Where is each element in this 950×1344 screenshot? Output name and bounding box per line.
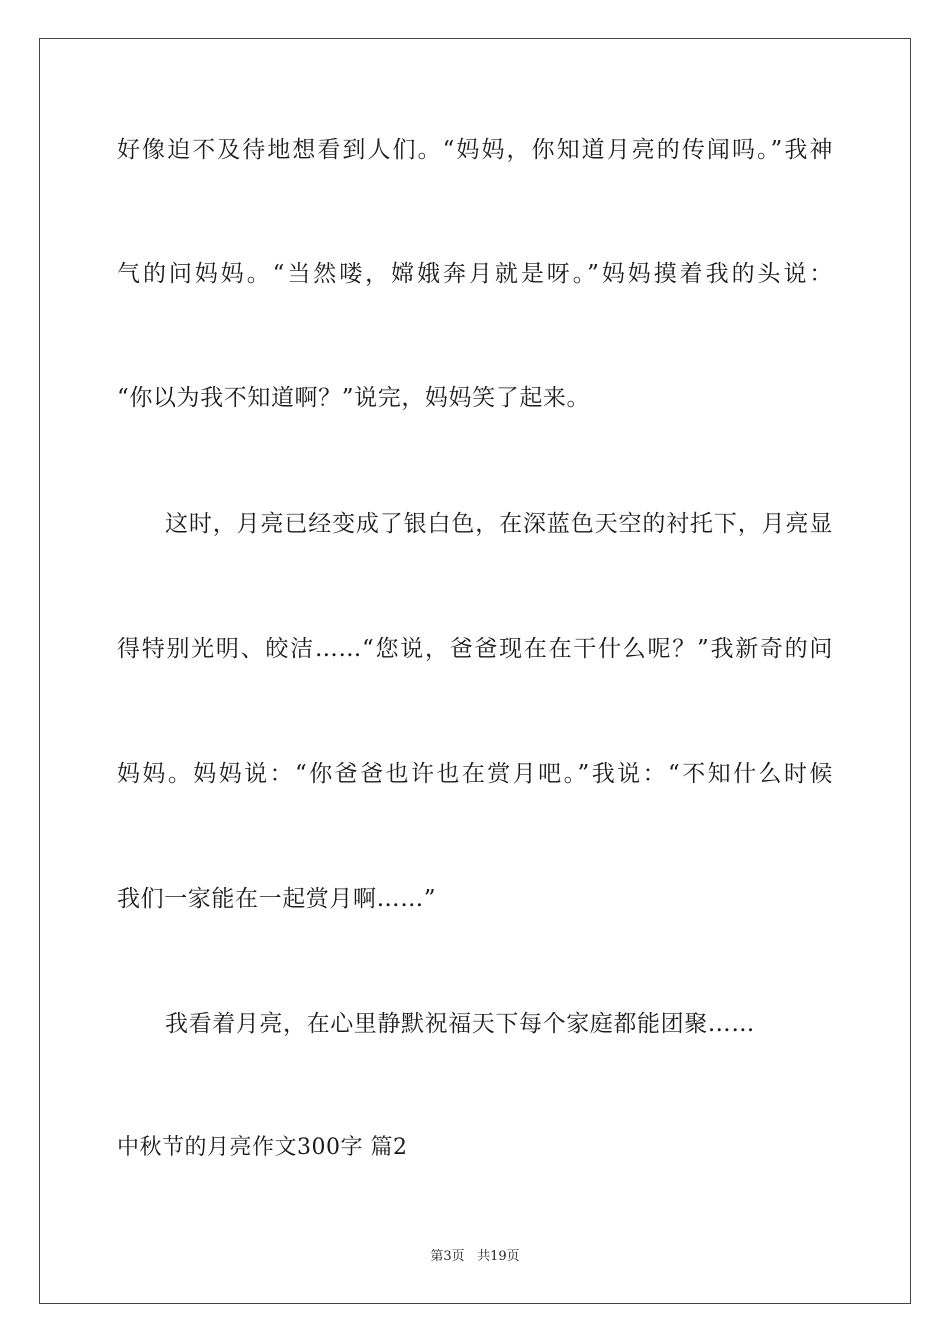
- paragraph-line-1: 好像迫不及待地想看到人们。“妈妈，你知道月亮的传闻吗。”我神: [117, 137, 833, 163]
- page-number: 第3页: [430, 1249, 465, 1264]
- paragraph-line-7: 我们一家能在一起赏月啊……”: [117, 886, 437, 912]
- page-total: 共19页: [477, 1249, 520, 1264]
- paragraph-line-8: 我看着月亮，在心里静默祝福天下每个家庭都能团聚……: [165, 1011, 755, 1037]
- page-footer: [0, 1249, 950, 1265]
- page-frame: [39, 38, 911, 1304]
- paragraph-line-5: 得特别光明、皎洁……“您说，爸爸现在在干什么呢？”我新奇的问: [117, 636, 833, 662]
- paragraph-line-4: 这时，月亮已经变成了银白色，在深蓝色天空的衬托下，月亮显: [165, 511, 833, 537]
- section-heading: 中秋节的月亮作文300字 篇2: [117, 1135, 408, 1160]
- paragraph-line-2: 气的问妈妈。“当然喽，嫦娥奔月就是呀。”妈妈摸着我的头说：: [117, 261, 833, 287]
- paragraph-line-6: 妈妈。妈妈说：“你爸爸也许也在赏月吧。”我说：“不知什么时候: [117, 761, 833, 787]
- paragraph-line-3: “你以为我不知道啊？”说完，妈妈笑了起来。: [117, 385, 591, 411]
